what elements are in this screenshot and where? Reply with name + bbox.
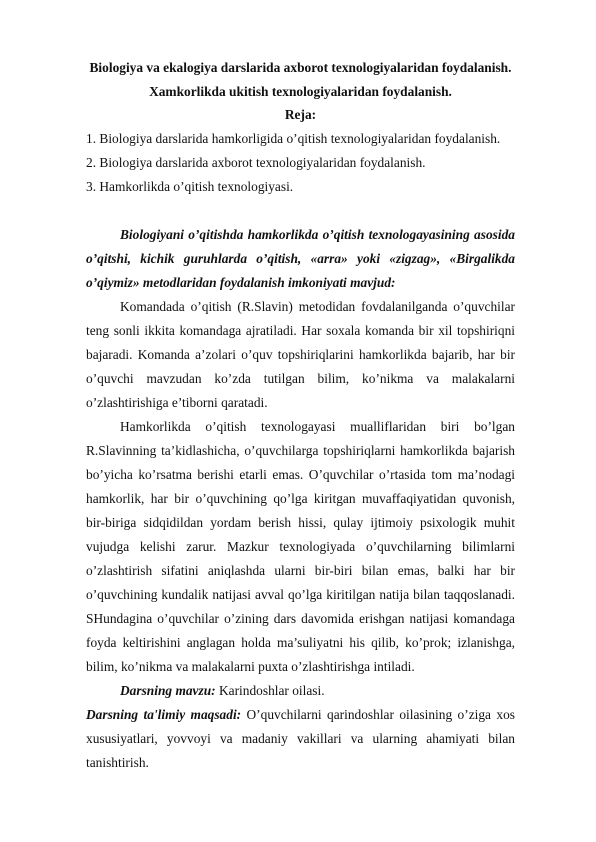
lesson-topic xyxy=(86,679,515,703)
lesson-goal-label: Darsning ta'limiy maqsadi: xyxy=(86,707,242,722)
plan-item: 1. Biologiya darslarida hamkorligida o’qitish texnologiyalaridan foydalanish. xyxy=(86,131,501,146)
lesson-topic-label: Darsning mavzu: xyxy=(120,683,216,698)
plan-item: 3. Hamkorlikda o’qitish texnologiyasi. xyxy=(86,179,294,194)
spacer xyxy=(86,199,515,223)
document-title-line1: Biologiya va ekalogiya darslarida axborot texnologiyalaridan foydalanish. xyxy=(89,60,512,75)
document-title-line2: Xamkorlikda ukitish texnologiyalaridan foydalanish. xyxy=(149,83,452,99)
plan-heading: Reja: xyxy=(284,107,317,122)
body-paragraph-1: Komandada o’qitish (R.Slavin) metodidan fovdalanilganda o’quvchilar teng sonli ikkita komandaga ajratiladi. Har soxala komanda bir xil topshiriqni bajaradi. Komanda a’zolari o’quv topshiriqlarini hamkorlikda bajarib, har bir o’quvchi mavzudan ko’zda tutilgan bilim, ko’nikma va malakalarni o’zlashtirishiga e’tiborni qaratadi. xyxy=(86,299,515,410)
intro-paragraph: Biologiyani o’qitishda hamkorlikda o’qitish texnologayasining asosida o’qitshi, kichik guruhlarda o’qitish, «arra» yoki «zigzag», «Birgalikda o’qiymiz» metodlaridan foydalanish imkoniyati mavjud: xyxy=(86,227,515,290)
body-paragraph-2: Hamkorlikda o’qitish texnologayasi mualliflaridan biri bo’lgan R.Slavinning ta’kidlashicha, o’quvchilarga topshiriqlarni hamkorlikda bajarish bo’yicha ko’rsatma berishi etarli emas. O’quvchilar o’rtasida tom ma’nodagi hamkorlik, har bir o’quvchining qo’lga kiritgan muvaffaqiyatidan quvonish, bir-biriga sidqidildan yordam berish hissi, qulay ijtimoiy psixologik muhit vujudga kelishi zarur. Mazkur texnologiyada o’quvchilarning bilimlarni o’zlashtirish sifatini aniqlashda ularni bir-biri bilan emas, balki har bir o’quvchining kundalik natijasi avval qo’lga kiritilgan natija bilan taqqoslanadi. SHundagina o’quvchilar o’zining dars davomida erishgan natijasi komandaga foyda keltirishini anglagan holda ma’suliyatni his qilib, ko’prok; izlanishga, bilim, ko’nikma va malakalarni puxta o’zlashtirishga intiladi. xyxy=(86,419,515,674)
plan-list xyxy=(86,127,515,199)
lesson-topic-value: Karindoshlar oilasi. xyxy=(215,683,325,698)
lesson-goal xyxy=(86,703,515,775)
plan-item: 2. Biologiya darslarida axborot texnologiyalaridan foydalanish. xyxy=(86,155,426,170)
lesson-goal-value: O’quvchilarni qarindoshlar oilasining o’ziga xos xususiyatlari, yovvoyi va madaniy vakillari va ularning ahamiyati bilan tanishtirish. xyxy=(86,707,515,770)
